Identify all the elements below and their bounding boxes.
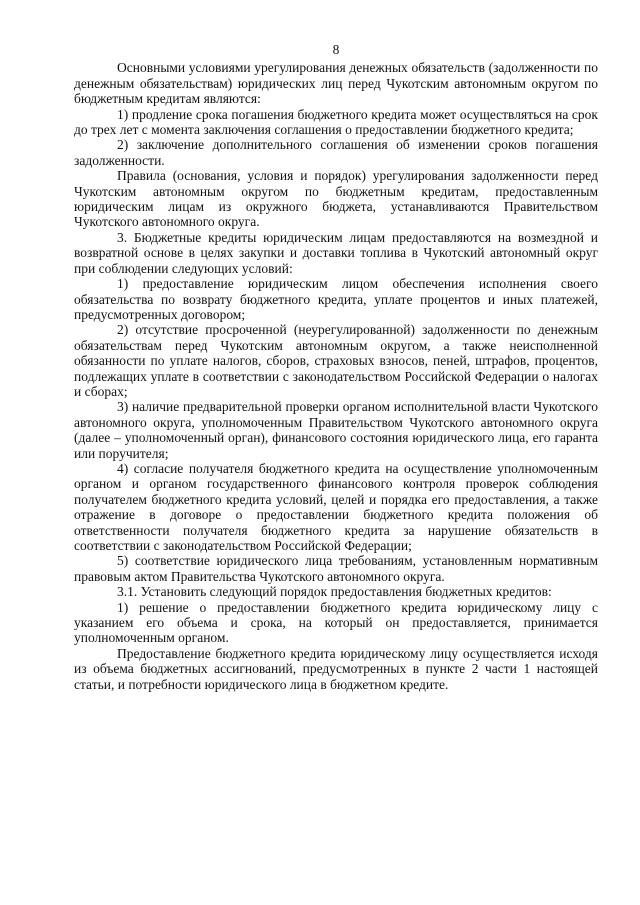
paragraph-procedure-1: 1) решение о предоставлении бюджетного кредита юридическому лицу с указанием его объема и срока, на который он предоставляется, принимается уполномоченным органом. (74, 599, 598, 646)
paragraph-condition-5: 5) соответствие юридического лица требованиям, установленным нормативным правовым актом Правительства Чукотского автономного округа. (74, 553, 598, 584)
paragraph-settlement-rules: Правила (основания, условия и порядок) урегулирования задолженности перед Чукотским автономным округом по бюджетным кредитам, предоставленным юридическим лицам из окружного бюджета, устанавливаются Правительством Чукотского автономного округа. (74, 168, 598, 230)
paragraph-condition-2: 2) отсутствие просроченной (неурегулированной) задолженности по денежным обязательствам перед Чукотским автономным округом, а также неисполненной обязанности по уплате налогов, сборов, страховых взносов, пеней, штрафов, процентов, подлежащих уплате в соответствии с законодательством Российской Федерации о налогах и сборах; (74, 322, 598, 399)
paragraph-section-3: 3. Бюджетные кредиты юридическим лицам предоставляются на возмездной и возвратной основе в целях закупки и доставки топлива в Чукотский автономный округ при соблюдении следующих условий: (74, 229, 598, 276)
paragraph-item-2-agreement: 2) заключение дополнительного соглашения об изменении сроков погашения задолженности. (74, 137, 598, 168)
paragraph-section-3-1: 3.1. Установить следующий порядок предоставления бюджетных кредитов: (117, 584, 552, 600)
page-number: 8 (332, 42, 340, 57)
paragraph-item-1-extension: 1) продление срока погашения бюджетного кредита может осуществляться на срок до трех лет с момента заключения соглашения о предоставлении бюджетного кредита; (74, 106, 598, 138)
paragraph-condition-1: 1) предоставление юридическим лицом обеспечения исполнения своего обязательства по возврату бюджетного кредита, уплате процентов и иных платежей, предусмотренных договором; (74, 276, 598, 322)
paragraph-condition-4: 4) согласие получателя бюджетного кредита на осуществление уполномоченным органом и органом государственного финансового контроля проверок соблюдения получателем бюджетного кредита условий, целей и порядка его предоставления, а также отражение в договоре о предоставлении бюджетного кредита положения об ответственности получателя бюджетного кредита за нарушение обязательств в соответствии с законодательством Российской Федерации; (74, 460, 598, 553)
paragraph-settlement-conditions: Основными условиями урегулирования денежных обязательств (задолженности по денежным обязательствам) юридических лиц перед Чукотским автономным округом по бюджетным кредитам являются: (74, 60, 598, 107)
paragraph-provision-basis: Предоставление бюджетного кредита юридическому лицу осуществляется исходя из объема бюджетных ассигнований, предусмотренных в пункте 2 части 1 настоящей статьи, и потребности юридического лица в бюджетном кредите. (74, 645, 598, 692)
paragraph-condition-3: 3) наличие предварительной проверки органом исполнительной власти Чукотского автономного округа, уполномоченным Правительством Чукотского автономного округа (далее – уполномоченный орган), финансового состояния юридического лица, его гаранта или поручителя; (74, 399, 598, 461)
